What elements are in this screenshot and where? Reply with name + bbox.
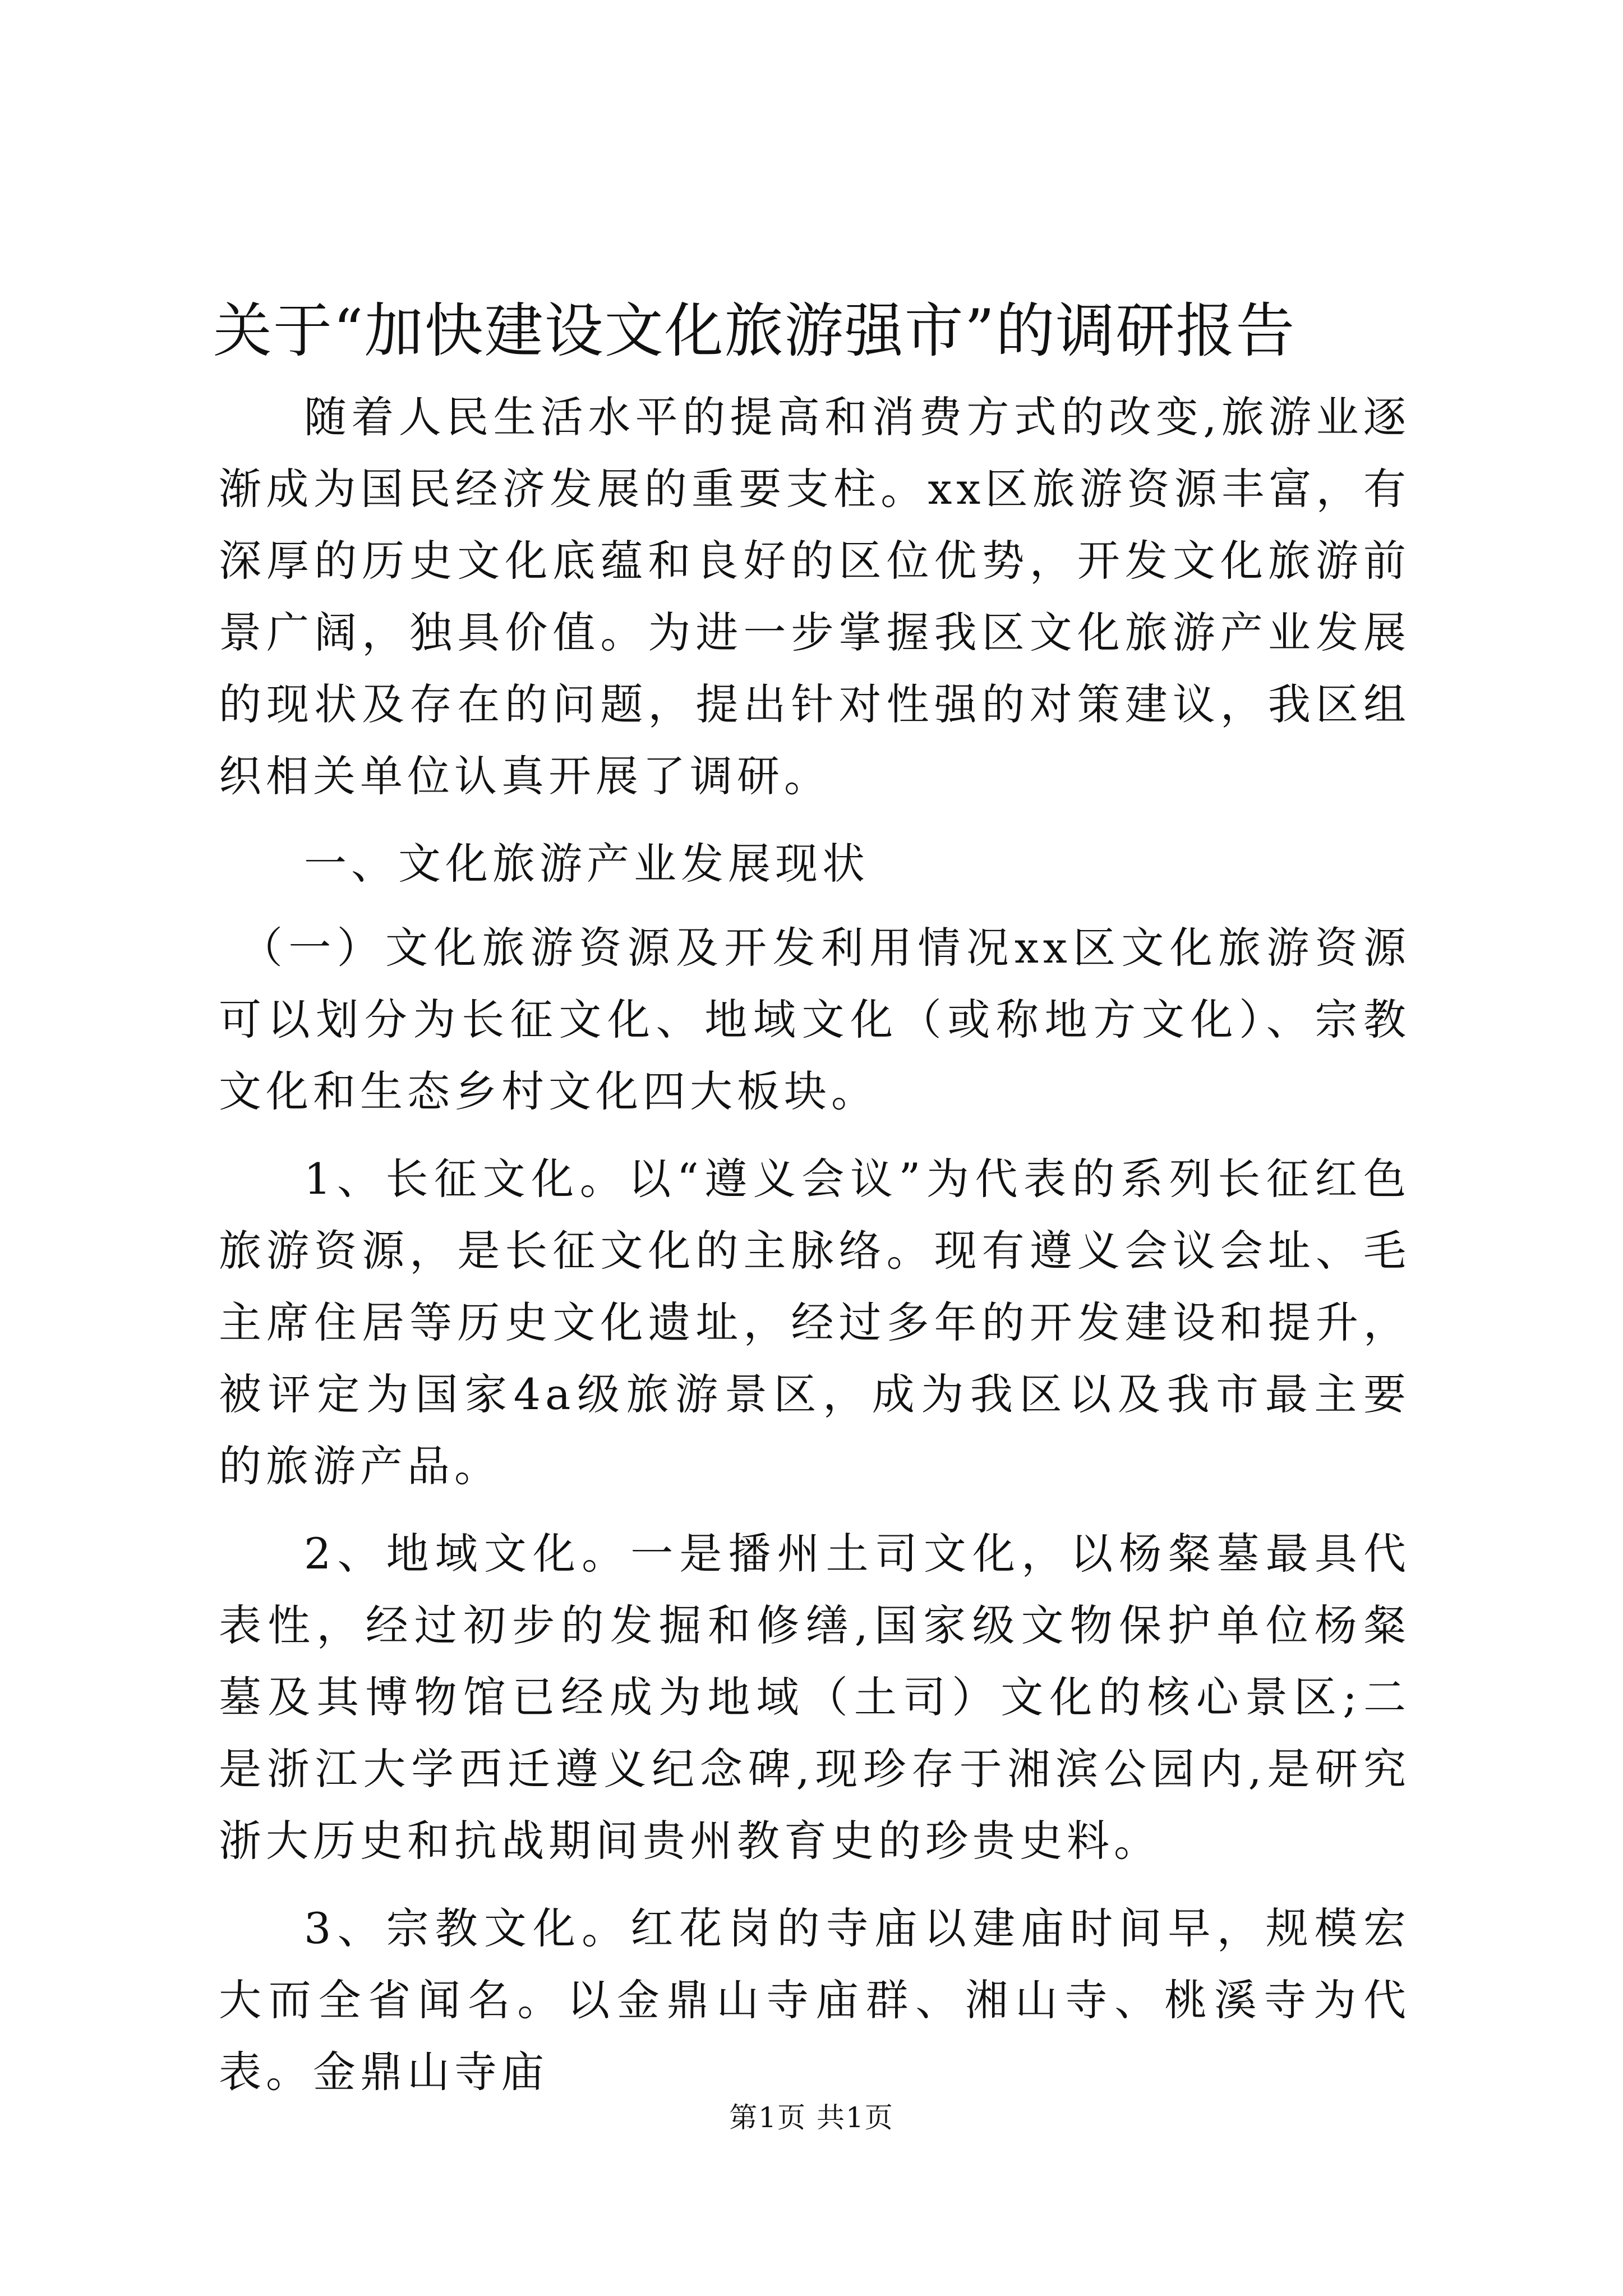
religious-culture-paragraph: 3、宗教文化。红花岗的寺庙以建庙时间早，规模宏大而全省闻名。以金鼎山寺庙群、湘山寺、桃溪寺为代表。金鼎山寺庙 bbox=[219, 1903, 1410, 2097]
subsection-paragraph-1: （一）文化旅游资源及开发利用情况xx区文化旅游资源可以划分为长征文化、地域文化（或称地方文化）、宗教文化和生态乡村文化四大板块。 bbox=[219, 923, 1410, 1116]
section-heading-1: 一、文化旅游产业发展现状 bbox=[304, 839, 869, 889]
document-body bbox=[219, 381, 1410, 2108]
intro-paragraph: 随着人民生活水平的提高和消费方式的改变,旅游业逐渐成为国民经济发展的重要支柱。xx区旅游资源丰富，有深厚的历史文化底蕴和良好的区位优势，开发文化旅游前景广阔，独具价值。为进一步掌握我区文化旅游产业发展的现状及存在的问题，提出针对性强的对策建议，我区组织相关单位认真开展了调研。 bbox=[219, 392, 1410, 801]
document-title: 关于“加快建设文化旅游强市”的调研报告 bbox=[213, 297, 1296, 365]
regional-culture-paragraph: 2、地域文化。一是播州土司文化，以杨粲墓最具代表性，经过初步的发掘和修缮,国家级文物保护单位杨粲墓及其博物馆已经成为地域（土司）文化的核心景区;二是浙江大学西迁遵义纪念碑,现珍存于湘滨公园内,是研究浙大历史和抗战期间贵州教育史的珍贵史料。 bbox=[219, 1529, 1410, 1866]
page-footer: 第1页 共1页 bbox=[729, 2101, 894, 2134]
changzheng-culture-paragraph: 1、长征文化。以“遵义会议”为代表的系列长征红色旅游资源，是长征文化的主脉络。现有遵义会议会址、毛主席住居等历史文化遗址，经过多年的开发建设和提升，被评定为国家4a级旅游景区，成为我区以及我市最主要的旅游产品。 bbox=[219, 1154, 1410, 1491]
